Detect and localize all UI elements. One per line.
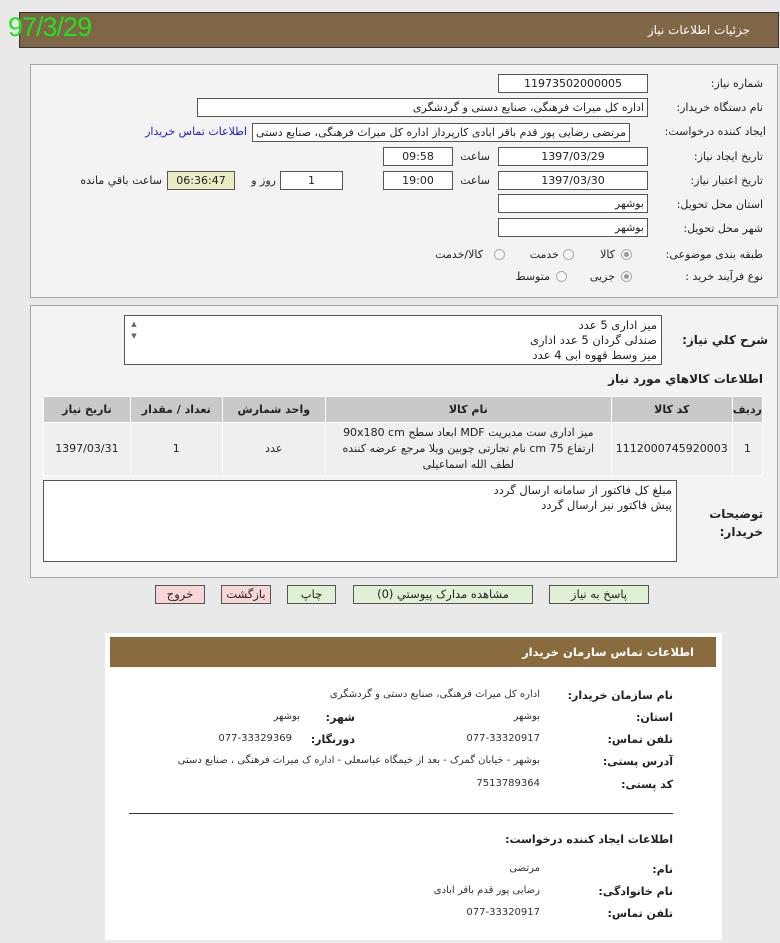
postal-code-label: کد پستی: (621, 778, 673, 791)
family-label: نام خانوادگی: (598, 885, 673, 898)
validity-date-label: تاریخ اعتبار نیاز: (690, 174, 763, 187)
purchase-radio-minor[interactable] (621, 271, 632, 282)
address-label: آدرس پستی: (602, 755, 673, 768)
cell-index: 1 (732, 423, 762, 476)
goods-table (43, 396, 763, 476)
notes-line: مبلغ کل فاکتور از سامانه ارسال گردد (493, 483, 672, 497)
table-row (44, 423, 763, 476)
validity-date-field[interactable]: 1397/03/30 (498, 171, 648, 190)
created-time-field[interactable]: 09:58 (383, 147, 453, 166)
name-label: نام: (652, 863, 673, 876)
page-header (19, 12, 779, 48)
contact-city-label: شهر: (325, 711, 355, 724)
contact-province-value: بوشهر (513, 711, 540, 722)
buyer-org-field[interactable]: اداره کل میراث فرهنگی، صنایع دستی و گردشگری (197, 98, 648, 117)
created-date-field[interactable]: 1397/03/29 (498, 147, 648, 166)
creator-section-title: اطلاعات ایجاد کننده درخواست: (505, 833, 673, 846)
description-line: میز وسط قهوه ابی 4 عدد (532, 348, 657, 362)
contact-city-value: بوشهر (273, 711, 300, 722)
buyer-org-label: نام دستگاه خریدار: (676, 101, 763, 114)
description-textarea[interactable] (124, 315, 662, 365)
category-option-goods: کالا (600, 248, 615, 261)
org-value: اداره کل میراث فرهنگی، صنایع دستی و گردشگری (329, 689, 540, 700)
reply-button[interactable]: پاسخ به نياز (549, 585, 649, 604)
col-index: رديف (732, 397, 762, 423)
print-button[interactable]: چاپ (287, 585, 336, 604)
purchase-radio-medium[interactable] (556, 271, 567, 282)
scroll-arrows-icon[interactable]: ▲ ▼ (131, 320, 137, 340)
notes-line: پیش فاکتور نیز ارسال گردد (541, 498, 672, 512)
cell-qty: 1 (130, 423, 222, 476)
contact-province-label: استان: (636, 711, 673, 724)
category-option-service: خدمت (529, 248, 559, 261)
contact-card-title: اطلاعات تماس سازمان خريدار (110, 637, 716, 667)
province-field[interactable]: بوشهر (498, 194, 648, 213)
need-number-field[interactable]: 11973502000005 (498, 74, 648, 93)
creator-phone-value: 077-33320917 (466, 907, 540, 918)
province-label: استان محل تحویل: (676, 198, 763, 211)
description-line: صندلی گردان 5 عدد اداری (530, 333, 657, 347)
contact-phone-value: 077-33320917 (466, 733, 540, 744)
col-unit: واحد شمارش (222, 397, 325, 423)
creator-phone-label: تلفن تماس: (607, 907, 673, 920)
created-date-label: تاریخ ایجاد نیاز: (693, 150, 763, 163)
category-radio-both[interactable] (494, 249, 505, 260)
remaining-time-label: ساعت باقي مانده (80, 174, 162, 187)
date-stamp: 97/3/29 (8, 12, 92, 42)
org-label: نام سازمان خریدار: (567, 689, 673, 702)
col-name: نام کالا (325, 397, 611, 423)
address-value: بوشهر - خیابان گمرک - بعد از خیمگاه عباسعلی - اداره ک میراث فرهنگی ، صنایع دستی (177, 755, 540, 766)
category-radio-service[interactable] (563, 249, 574, 260)
divider (129, 813, 673, 814)
purchase-type-label: نوع فرآیند خرید : (685, 270, 763, 283)
category-label: طبقه بندی موضوعی: (665, 248, 763, 261)
description-line: میز اداری 5 عدد (578, 318, 657, 332)
remaining-time-field: 06:36:47 (167, 171, 235, 190)
remaining-days-field[interactable]: 1 (280, 171, 343, 190)
contact-fax-value: 077-33329369 (218, 733, 292, 744)
family-value: رضایی پور قدم باقر ابادی (433, 885, 540, 896)
contact-phone-label: تلفن تماس: (607, 733, 673, 746)
notes-textarea[interactable] (43, 480, 677, 562)
days-label: روز و (251, 174, 276, 187)
postal-code-value: 7513789364 (476, 778, 540, 789)
description-label: شرح کلي نياز: (682, 333, 768, 347)
need-number-label: شماره نیاز: (710, 77, 763, 90)
back-button[interactable]: بازگشت (221, 585, 271, 604)
buyer-contact-link[interactable]: اطلاعات تماس خریدار (145, 125, 247, 138)
creator-label: ایجاد کننده درخواست: (664, 125, 766, 138)
table-header-row (44, 397, 763, 423)
attachments-button[interactable]: مشاهده مدارک پيوستي (0) (353, 585, 533, 604)
cell-date: 1397/03/31 (44, 423, 131, 476)
name-value: مرتضی (509, 863, 540, 874)
purchase-option-minor: جزیی (589, 270, 615, 283)
contact-fax-label: دورنگار: (310, 733, 355, 746)
validity-time-label: ساعت (460, 174, 490, 187)
validity-time-field[interactable]: 19:00 (383, 171, 453, 190)
city-label: شهر محل تحویل: (683, 222, 763, 235)
cell-unit: عدد (222, 423, 325, 476)
creator-field[interactable]: مرتضی رضایی پور قدم باقر ابادی کارپرداز اداره کل میراث فرهنگی، صنایع دستی (252, 123, 630, 142)
category-radio-goods[interactable] (621, 249, 632, 260)
exit-button[interactable]: خروج (155, 585, 205, 604)
purchase-option-medium: متوسط (515, 270, 550, 283)
col-qty: تعداد / مقدار (130, 397, 222, 423)
category-option-both: کالا/خدمت (435, 248, 483, 261)
city-field[interactable]: بوشهر (498, 218, 648, 237)
notes-label: توضیحات خریدار: (709, 507, 763, 539)
cell-code: 1112000745920003 (611, 423, 732, 476)
page-title: جزئیات اطلاعات نیاز (647, 23, 750, 37)
col-date: تاريخ نياز (44, 397, 131, 423)
cell-name: میز اداری ست مدیریت MDF ابعاد سطح 90x180 cm ارتفاع 75 cm نام تجارتی چوبین ویلا مرجع عرضه کننده لطف الله اسماعیلی (325, 423, 611, 476)
created-time-label: ساعت (460, 150, 490, 163)
goods-section-title: اطلاعات کالاهاي مورد نياز (608, 372, 763, 386)
col-code: کد کالا (611, 397, 732, 423)
